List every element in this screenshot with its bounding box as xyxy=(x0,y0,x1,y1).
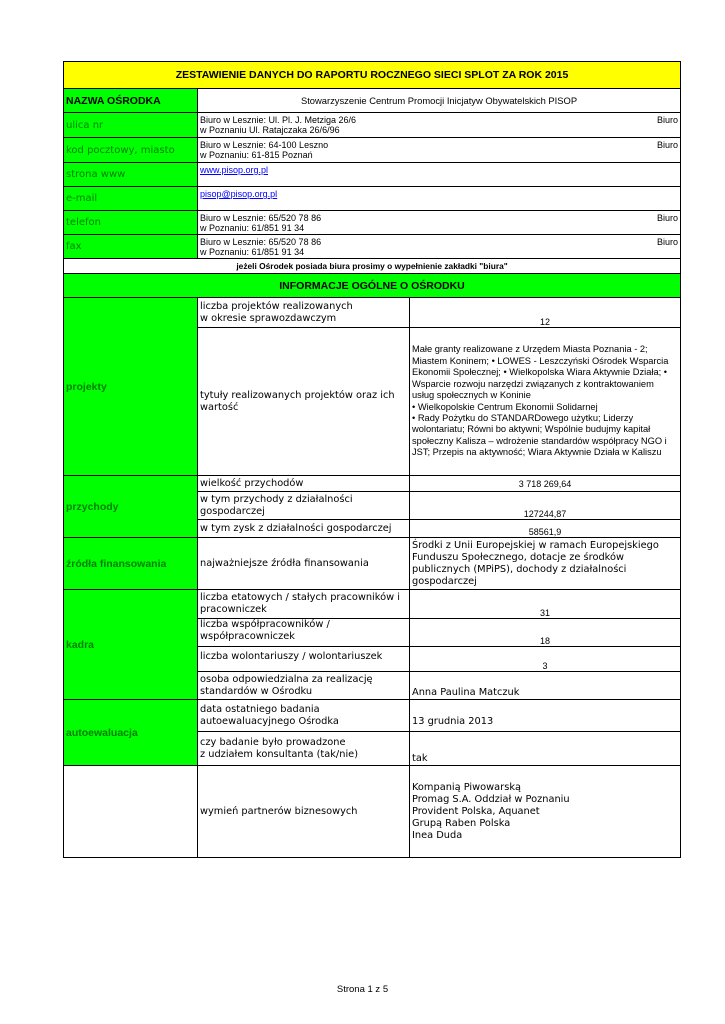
partnerzy-blank xyxy=(64,766,198,858)
telefon-label: telefon xyxy=(64,211,198,235)
autoewaluacja-r1-q: data ostatniego badania autoewaluacyjnego Ośrodka xyxy=(198,700,410,732)
ulica-value xyxy=(198,113,681,138)
fax-line2: w Poznaniu: 61/851 91 34 xyxy=(200,246,305,257)
kadra-r2-v: 18 xyxy=(410,619,681,647)
telefon-value xyxy=(198,211,681,235)
przychody-r2-q: w tym przychody z działalności gospodarczej xyxy=(198,492,410,520)
tel-right: Biuro xyxy=(657,212,679,223)
przychody-r1-q: wielkość przychodów xyxy=(198,476,410,492)
kadra-r4-q: osoba odpowiedzialna za realizację standardów w Ośrodku xyxy=(198,672,410,700)
kod-right: Biuro xyxy=(657,140,679,150)
email-label: e-mail xyxy=(64,187,198,211)
projekty-label: projekty xyxy=(64,298,198,476)
przychody-r3-q: w tym zysk z działalności gospodarczej xyxy=(198,520,410,538)
autoewaluacja-r2-v: tak xyxy=(410,732,681,766)
tel-line2: w Poznaniu: 61/851 91 34 xyxy=(200,222,305,233)
projekty-count-q: liczba projektów realizowanych w okresie sprawozdawczym xyxy=(198,298,410,328)
kadra-r3-v: 3 xyxy=(410,647,681,672)
kadra-r2-q: liczba współpracowników / współpracowniczek xyxy=(198,619,410,647)
projekty-titles-q: tytuły realizowanych projektów oraz ich wartość xyxy=(198,328,410,476)
kod-value xyxy=(198,138,681,163)
zrodla-q: najważniejsze źródła finansowania xyxy=(198,538,410,590)
przychody-r3-v: 58561,9 xyxy=(410,520,681,538)
autoewaluacja-label: autoewaluacja xyxy=(64,700,198,766)
autoewaluacja-r2-q: czy badanie było prowadzone z udziałem konsultanta (tak/nie) xyxy=(198,732,410,766)
kadra-r3-q: liczba wolontariuszy / wolontariuszek xyxy=(198,647,410,672)
nazwa-label: NAZWA OŚRODKA xyxy=(64,89,198,113)
report-table xyxy=(63,61,681,858)
email-link[interactable]: pisop@pisop.org.pl xyxy=(200,189,278,199)
fax-value xyxy=(198,235,681,259)
ulica-line1: Biuro w Lesznie: Ul. Pl. J. Metziga 26/6 xyxy=(200,115,357,125)
przychody-label: przychody xyxy=(64,476,198,538)
projekty-titles-v: Małe granty realizowane z Urzędem Miasta Poznania - 2; Miastem Koninem; • LOWES - Leszczyński Ośrodek Wsparcia Ekonomii Społecznej; • Wielkopolska Wiara Aktywnie Działa; • Wsparcie rozwoju narzędzi związanych z kontraktowaniem usług społecznych w Koninie • Wielkopolskie Centrum Ekonomii Solidarnej • Rady Pożytku do STANDARDowego użytku; Liderzy wolontariatu; Równi bo aktywni; Wspólnie budujmy kapitał społeczny Kalisza – wdrożenie standardów współpracy NGO i JST; Przepis na aktywność; Wiara Aktywnie Działa w Kaliszu xyxy=(410,328,681,476)
ulica-line2: w Poznaniu Ul. Ratajczaka 26/6/96 xyxy=(200,125,340,135)
partnerzy-q: wymień partnerów biznesowych xyxy=(198,766,410,858)
tel-line1: Biuro w Lesznie: 65/520 78 86 xyxy=(200,212,322,223)
autoewaluacja-r1-v: 13 grudnia 2013 xyxy=(410,700,681,732)
biura-note: jeżeli Ośrodek posiada biura prosimy o wypełnienie zakładki "biura" xyxy=(64,259,681,274)
kadra-r1-q: liczba etatowych / stałych pracowników i pracowniczek xyxy=(198,590,410,619)
kadra-r1-v: 31 xyxy=(410,590,681,619)
report-title: ZESTAWIENIE DANYCH DO RAPORTU ROCZNEGO SIECI SPLOT ZA ROK 2015 xyxy=(64,62,681,89)
zrodla-label: źródła finansowania xyxy=(64,538,198,590)
ulica-label: ulica nr xyxy=(64,113,198,138)
page-footer: Strona 1 z 5 xyxy=(336,984,389,995)
nazwa-value: Stowarzyszenie Centrum Promocji Inicjatyw Obywatelskich PISOP xyxy=(198,89,681,113)
kod-line1: Biuro w Lesznie: 64-100 Leszno xyxy=(200,140,329,150)
section-title: INFORMACJE OGÓLNE O OŚRODKU xyxy=(64,274,681,298)
projekty-count-v: 12 xyxy=(410,298,681,328)
kadra-label: kadra xyxy=(64,590,198,700)
zrodla-v: Środki z Unii Europejskiej w ramach Europejskiego Funduszu Społecznego, dotacje ze środków publicznych (MPiPS), dochody z działalności gospodarczej xyxy=(410,538,681,590)
fax-right: Biuro xyxy=(657,236,679,247)
ulica-right: Biuro xyxy=(657,115,679,125)
www-label: strona www xyxy=(64,163,198,187)
kadra-r4-v: Anna Paulina Matczuk xyxy=(410,672,681,700)
www-link[interactable]: www.pisop.org.pl xyxy=(200,165,269,175)
www-cell xyxy=(198,163,681,187)
przychody-r1-v: 3 718 269,64 xyxy=(410,476,681,492)
fax-line1: Biuro w Lesznie: 65/520 78 86 xyxy=(200,236,322,247)
kod-label: kod pocztowy, miasto xyxy=(64,138,198,163)
kod-line2: w Poznaniu: 61-815 Poznań xyxy=(200,150,313,160)
partnerzy-v: Kompanią Piwowarską Promag S.A. Oddział w Poznaniu Provident Polska, Aquanet Grupą Raben Polska Inea Duda xyxy=(410,766,681,858)
przychody-r2-v: 127244,87 xyxy=(410,492,681,520)
email-cell xyxy=(198,187,681,211)
fax-label: fax xyxy=(64,235,198,259)
